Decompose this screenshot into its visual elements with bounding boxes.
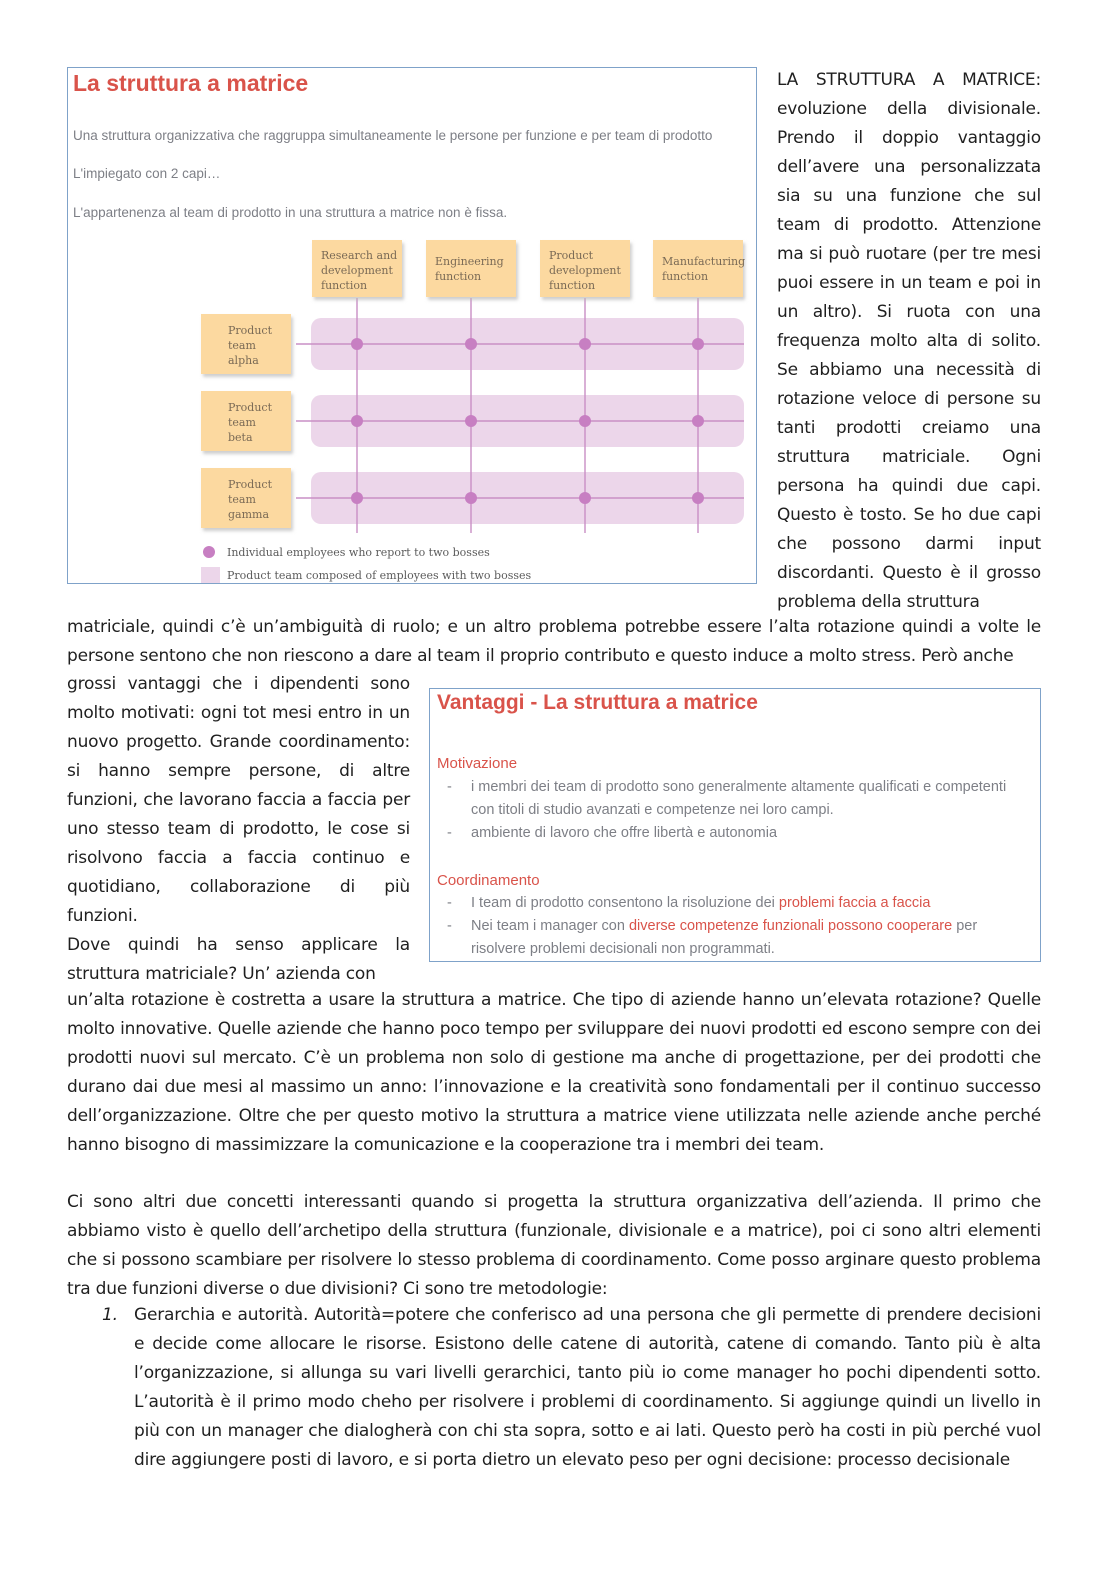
function-label: Research and (321, 249, 398, 262)
coord-highlight: diverse competenze funzionali possono cooperare (628, 918, 953, 934)
intro-column (777, 66, 1041, 617)
figure-title: La struttura a matrice (73, 70, 309, 96)
team-label: gamma (228, 508, 270, 521)
function-label: function (321, 279, 368, 292)
employee-dot (692, 492, 704, 504)
team-label: team (228, 416, 256, 429)
coordinamento-item-text (471, 892, 1031, 915)
employee-dot (351, 415, 363, 427)
when-to-apply-paragraph: Dove quindi ha senso applicare la struttura matriciale? Un’ azienda con (67, 935, 410, 984)
team-label: Product (228, 401, 272, 414)
legend-dot-icon (203, 546, 215, 558)
matrix-structure-figure (67, 67, 757, 584)
intro-continuation-block (67, 613, 1041, 671)
coord-text: I team di prodotto consentono la risoluzione dei (471, 895, 779, 911)
concepts-paragraph-block (67, 1188, 1041, 1304)
employee-dot (579, 338, 591, 350)
function-label: development (321, 264, 393, 277)
team-label: beta (228, 431, 253, 444)
rotation-paragraph-block (67, 986, 1041, 1160)
coordinamento-item-text (471, 915, 1031, 961)
motivazione-item-text: i membri dei team di prodotto sono generalmente altamente qualificati e competenti con titoli di studio avanzati e competenze nei loro campi. (471, 779, 1007, 818)
employee-dot (465, 492, 477, 504)
bullet-dash: - (447, 918, 452, 934)
bullet-dash: - (447, 895, 452, 911)
advantages-figure (429, 688, 1041, 962)
legend-label: Individual employees who report to two bosses (227, 546, 490, 559)
coord-text: Nei team i manager con (471, 918, 629, 934)
team-label: alpha (228, 354, 259, 367)
left-column (67, 670, 410, 989)
list-item-number: 1. (102, 1305, 118, 1325)
employee-dot (465, 338, 477, 350)
function-label: Manufacturing (662, 255, 746, 268)
advantages-title: Vantaggi - La struttura a matrice (437, 691, 758, 714)
function-box (653, 240, 746, 297)
bullet-dash: - (447, 825, 452, 841)
team-label: team (228, 493, 256, 506)
team-label: Product (228, 324, 272, 337)
employee-dot (579, 492, 591, 504)
intro-paragraph: LA STRUTTURA A MATRICE: evoluzione della divisionale. Prendo il doppio vantaggio dell’avere una personalizzata sia su una funzione che sul team di prodotto. Attenzione ma si può ruotare (per tre mesi puoi essere in un team e poi in un altro). Si ruota con una frequenza molto alta di solito. Se abbiamo una necessità di rotazione veloce di persone su tanti prodotti creiamo una struttura matriciale. Ogni persona ha quindi due capi. Questo è tosto. Se ho due capi che possono darmi input discordanti. Questo è il grosso problema della struttura (777, 70, 1041, 612)
function-label: function (549, 279, 596, 292)
employee-dot (351, 338, 363, 350)
function-label: Product (549, 249, 593, 262)
employee-dot (579, 415, 591, 427)
figure-definition: Una struttura organizzativa che raggruppa simultaneamente le persone per funzione e per team di prodotto (73, 128, 713, 143)
function-label: function (662, 270, 709, 283)
figure-note-two-bosses: L'impiegato con 2 capi… (73, 166, 221, 181)
rotation-paragraph: un’alta rotazione è costretta a usare la struttura a matrice. Che tipo di aziende hanno un’elevata rotazione? Quelle molto innovative. Quelle aziende che hanno poco tempo per sviluppare dei nuovi prodotti ed escono sempre con dei prodotti nuovi sul mercato. C’è un problema non solo di gestione ma anche di progettazione, per dei prodotti che durano dai due mesi al massimo un anno: l’innovazione e la creatività sono fondamentali per il continuo successo dell’organizzazione. Oltre che per questo motivo la struttura a matrice viene utilizzata nelle aziende anche perché hanno bisogno di massimizzare la comunicazione e la cooperazione tra i membri dei team. (67, 990, 1041, 1155)
team-label: Product (228, 478, 272, 491)
legend-band-icon (201, 567, 220, 583)
bullet-dash: - (447, 779, 452, 795)
coord-text: per risolvere problemi decisionali non programmati. (471, 918, 978, 957)
advantages-paragraph: grossi vantaggi che i dipendenti sono molto motivati: ogni tot mesi entro in un nuovo progetto. Grande coordinamento: si hanno sempre persone, di altre funzioni, che lavorano faccia a faccia per uno stesso team di prodotto, le cose si risolvono faccia a faccia continuo e quotidiano, collaborazione di più funzioni. (67, 674, 410, 926)
employee-dot (692, 415, 704, 427)
function-box (426, 240, 516, 297)
employee-dot (692, 338, 704, 350)
coord-highlight: problemi faccia a faccia (778, 895, 931, 911)
concepts-paragraph: Ci sono altri due concetti interessanti quando si progetta la struttura organizzativa dell’azienda. Il primo che abbiamo visto è quello dell’archetipo della struttura (funzionale, divisionale e a matrice), poi ci sono altri elementi che si possono scambiare per risolvere lo stesso problema di coordinamento. Come posso arginare questo problema tra due funzioni diverse o due divisioni? Ci sono tre metodologie: (67, 1192, 1041, 1299)
figure-note-membership: L'appartenenza al team di prodotto in una struttura a matrice non è fissa. (73, 205, 508, 220)
list-item-text: Gerarchia e autorità. Autorità=potere che conferisco ad una persona che gli permette di prendere decisioni e decide come allocare le risorse. Esistono delle catene di autorità, catene di comando. Tanto più è alta l’organizzazione, si allunga su vari livelli gerarchici, tanto più io come manager ho pochi dipendenti sotto. L’autorità è il primo modo cheho per risolvere i problemi di coordinamento. Si aggiunge quindi un livello in più con un manager che dialogherà con chi sta sopra, sotto e ai lati. Questo però ha costi in più perché vuol dire aggiungere posti di lavoro, e si porta dietro un elevato peso per ogni decisione: processo decisionale (134, 1305, 1041, 1470)
matrix-diagram (68, 68, 757, 584)
function-label: function (435, 270, 482, 283)
function-label: Engineering (435, 255, 504, 268)
team-label: team (228, 339, 256, 352)
function-label: development (549, 264, 621, 277)
employee-dot (351, 492, 363, 504)
motivazione-heading: Motivazione (437, 755, 518, 772)
legend-label: Product team composed of employees with two bosses (227, 569, 532, 582)
coordinamento-heading: Coordinamento (437, 872, 540, 889)
employee-dot (465, 415, 477, 427)
motivazione-item-text: ambiente di lavoro che offre libertà e autonomia (471, 825, 778, 841)
intro-continuation: matriciale, quindi c’è un’ambiguità di ruolo; e un altro problema potrebbe essere l’alta rotazione quindi a volte le persone sentono che non riescono a dare al team il proprio contributo e questo induce a molto stress. Però anche (67, 617, 1041, 666)
